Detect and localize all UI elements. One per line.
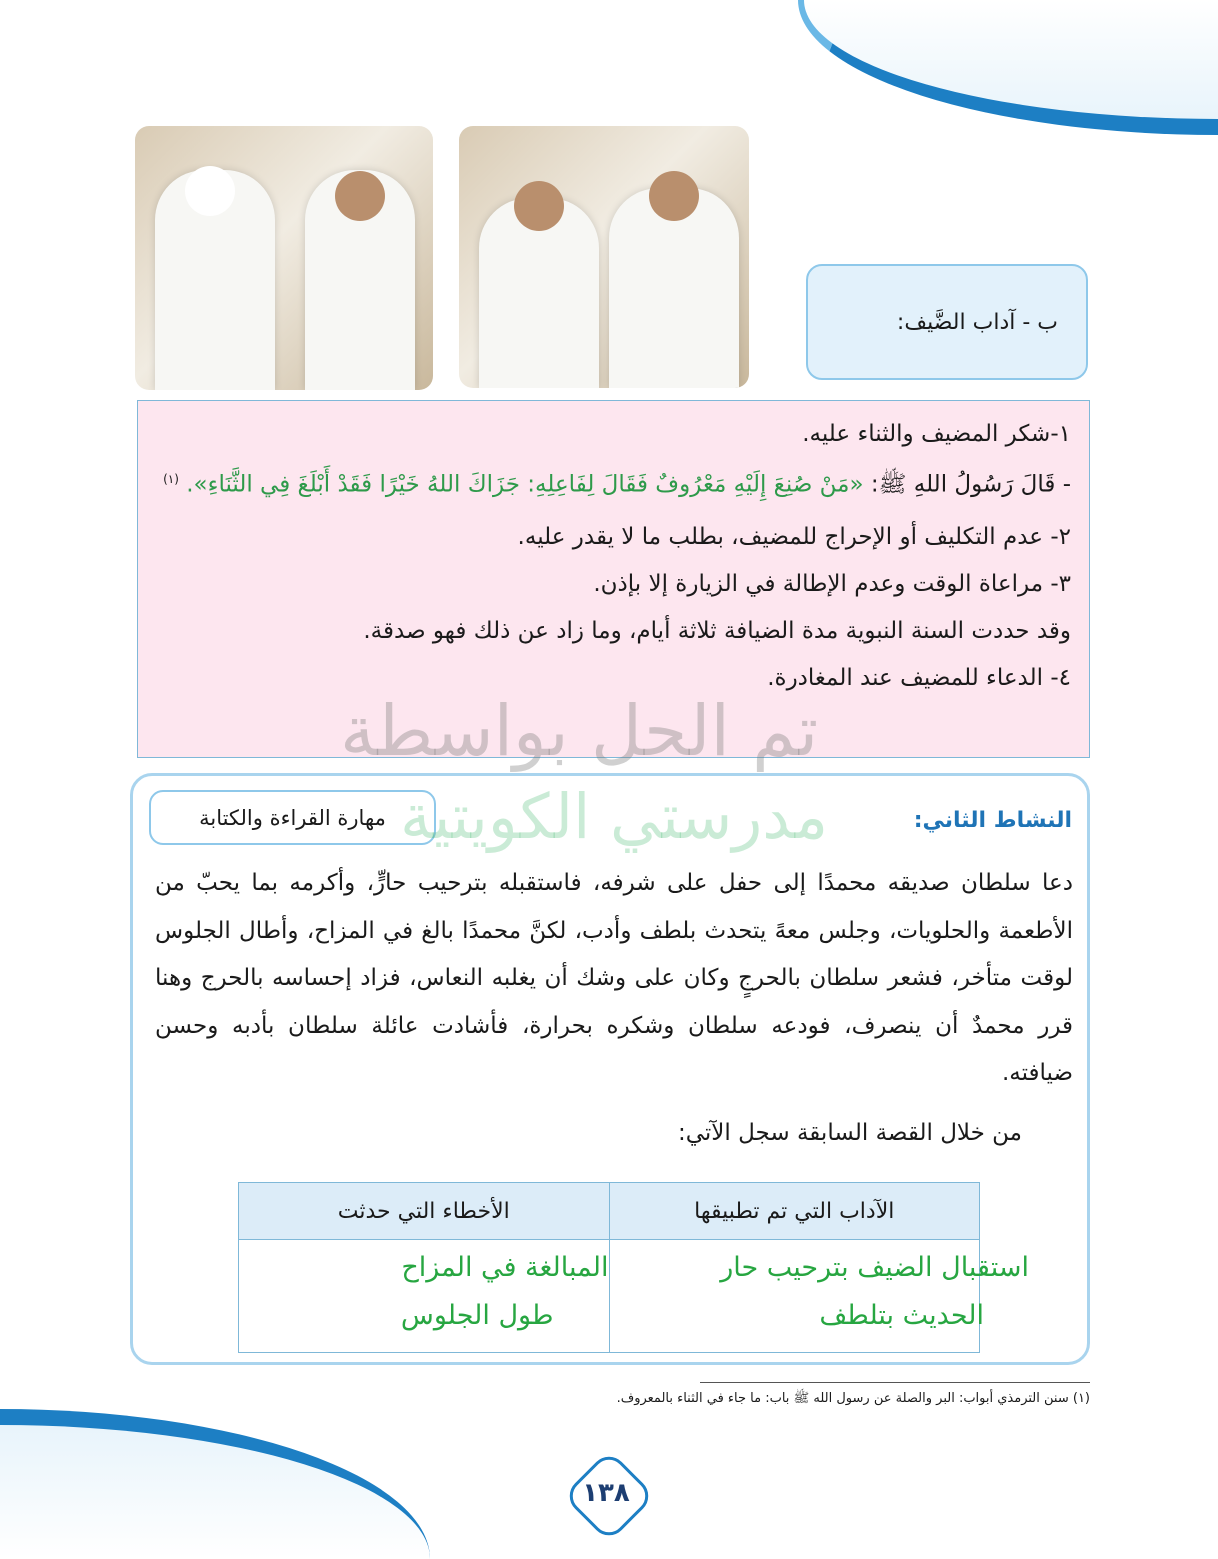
photo-guest-leaving-door [135, 126, 433, 390]
applied-cell[interactable] [609, 1240, 1029, 1353]
applied-answer-1: استقبال الضيف بترحيب حار [720, 1252, 1029, 1283]
skill-label-text: مهارة القراءة والكتابة [199, 805, 386, 830]
skill-label [149, 790, 436, 845]
footnote: (١) سنن الترمذي أبواب: البر والصلة عن رسول الله ﷺ باب: ما جاء في الثناء بالمعروف. [616, 1391, 1090, 1406]
photo-men-shaking-hands [459, 126, 749, 388]
etiquette-item-4: ٤- الدعاء للمضيف عند المغادرة. [767, 664, 1071, 691]
watermark-line-1: تم الحل بواسطة [340, 690, 819, 772]
mistakes-cell[interactable] [239, 1240, 610, 1353]
activity-title: النشاط الثاني: [913, 808, 1072, 833]
hadith-text: «مَنْ صُنِعَ إِلَيْهِ مَعْرُوفٌ فَقَالَ لِفَاعِلِهِ: جَزَاكَ اللهُ خَيْرًا فَقَدْ أَبْلَغَ فِي الثَّنَاءِ». [186, 471, 864, 498]
activity-prompt: من خلال القصة السابقة سجل الآتي: [677, 1120, 1022, 1146]
decorative-footer-swoosh [0, 1409, 430, 1559]
mistake-answer-1: المبالغة في المزاح [401, 1252, 609, 1283]
hadith-intro: - قَالَ رَسُولُ اللهِ ﷺ: [870, 471, 1071, 498]
page-number: ١٣٨ [582, 1478, 630, 1508]
applied-answer-2: الحديث بتلطف [819, 1300, 984, 1331]
footnote-divider [700, 1382, 1090, 1383]
decorative-header-swoosh [798, 0, 1218, 135]
header-applied: الآداب التي تم تطبيقها [609, 1183, 980, 1240]
hadith [156, 458, 1071, 506]
etiquette-item-2: ٢- عدم التكليف أو الإحراج للمضيف، بطلب ما لا يقدر عليه. [517, 523, 1071, 550]
activity-story: دعا سلطان صديقه محمدًا إلى حفل على شرفه، فاستقبله بترحيب حارٍّ، وأكرمه بما يحبّ من الأطعمة والحلويات، وجلس معهً يتحدث بلطف وأدب، لكنَّ محمدًا بالغ في المزاح، وأطال الجلوس لوقت متأخر، فشعر سلطان بالحرجٍ وكان على وشك أن يغلبه النعاس، فزاد إحساسه بالحرج وهنا قرر محمدٌ أن ينصرف، فودعه سلطان وشكره بحرارة، فأشادت عائلة سلطان بأدبه وحسن ضيافته. [155, 870, 1073, 1086]
etiquette-item-1: ١-شكر المضيف والثناء عليه. [802, 421, 1071, 447]
header-mistakes: الأخطاء التي حدثت [239, 1183, 610, 1240]
answers-table [238, 1182, 1029, 1353]
section-heading-text: ب - آداب الضَّيف: [896, 309, 1058, 335]
etiquette-note: وقد حددت السنة النبوية مدة الضيافة ثلاثة أيام، وما زاد عن ذلك فهو صدقة. [363, 617, 1071, 644]
etiquette-item-3: ٣- مراعاة الوقت وعدم الإطالة في الزيارة إلا بإذن. [593, 570, 1071, 597]
mistake-answer-2: طول الجلوس [400, 1300, 554, 1331]
section-heading [806, 264, 1088, 380]
watermark-line-2: مدرستي الكويتية [400, 780, 829, 853]
footnote-ref: (١) [163, 472, 179, 486]
